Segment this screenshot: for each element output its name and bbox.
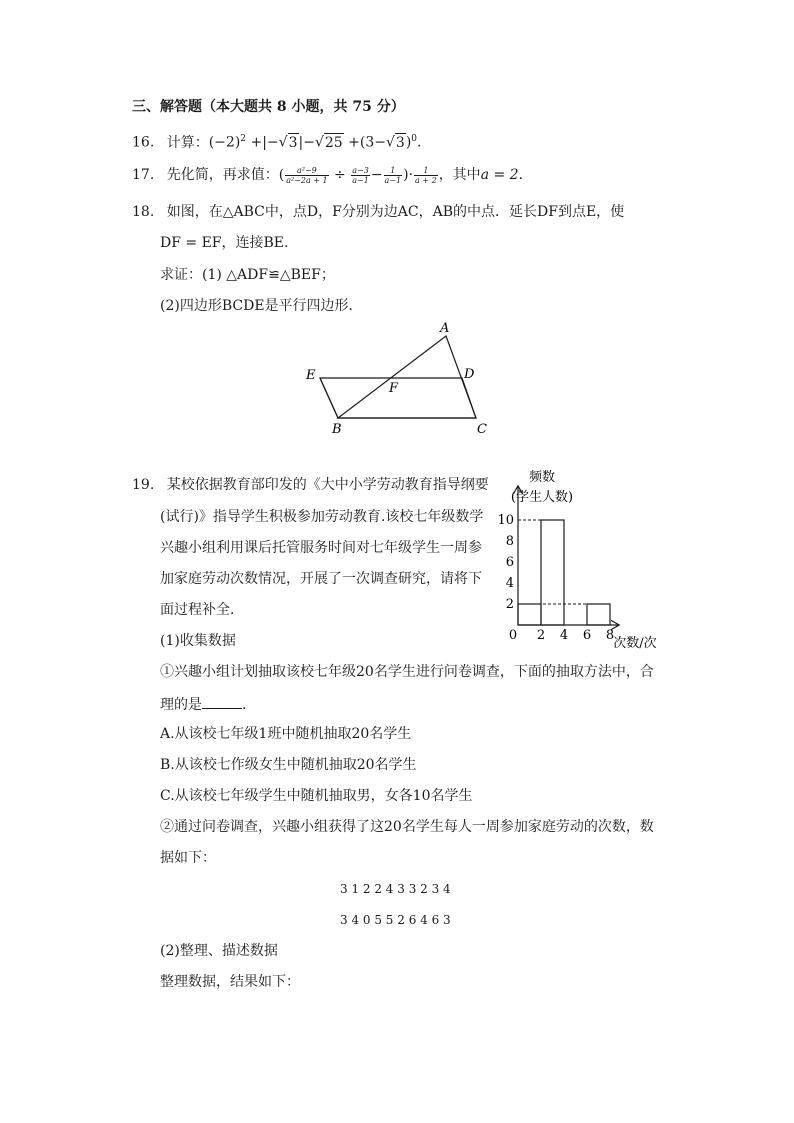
y-axis-title: 频数	[528, 470, 556, 485]
expr-part: +|−	[246, 134, 279, 151]
option-a: A.从该校七年级1班中随机抽取20名学生	[160, 726, 412, 742]
operator: −	[370, 167, 383, 183]
expr-part: .	[417, 134, 422, 151]
question-number: 18.	[132, 204, 155, 220]
expr-part: )	[405, 134, 412, 151]
condition-label: ，其中	[438, 167, 481, 183]
question-number: 17.	[132, 167, 155, 183]
organize-result: 整理数据，结果如下：	[160, 974, 300, 990]
triangle-abc	[338, 336, 476, 418]
y-axis-subtitle: (学生人数)	[510, 490, 574, 505]
expr-part: (−2)	[208, 134, 241, 151]
section-title: 三、解答题（本大题共 8 小题，共 75 分）	[132, 99, 405, 115]
section-organize: (2)整理、描述数据	[160, 943, 278, 959]
label-d: D	[464, 367, 475, 382]
x-tick-label: 8	[605, 628, 615, 643]
answer-blank[interactable]	[202, 694, 242, 709]
question-text: 如图，在△ABC中，点D，F分别为边AC，AB的中点．延长DF到点E，使	[166, 204, 625, 220]
y-tick-label: 4	[505, 576, 514, 591]
question-text: 加家庭劳动次数情况，开展了一次调查研究，请将下	[160, 571, 482, 587]
item-1: ①兴趣小组计划抽取该校七年级20名学生进行问卷调查，下面的抽取方法中，合	[160, 664, 654, 680]
x-tick-label: 0	[508, 628, 518, 643]
question-number: 16.	[132, 134, 155, 151]
question-18	[132, 203, 624, 221]
fraction: $\frac{1}{a + 2}$	[415, 165, 437, 185]
question-19	[132, 476, 489, 494]
histogram-bar	[541, 520, 564, 625]
radicand: 3	[288, 134, 298, 151]
y-tick-label: 8	[505, 534, 514, 549]
proof-part-1: 求证：(1) △ADF≌△BEF；	[160, 267, 335, 283]
expr-part: |−	[298, 134, 315, 151]
question-label: 计算：	[166, 134, 209, 151]
item-2: ②通过问卷调查，兴趣小组获得了这20名学生每人一周参加家庭劳动的次数，数	[160, 819, 654, 835]
geometry-figure	[300, 315, 500, 440]
item-text: 理的是	[160, 697, 202, 713]
x-tick-label: 6	[582, 628, 592, 643]
data-row-2: 3 4 0 5 5 2 6 4 6 3	[340, 913, 451, 927]
question-label: 先化简，再求值：(	[166, 167, 285, 183]
option-c: C.从该校七年级学生中随机抽取男，女各10名学生	[160, 788, 473, 804]
expr-part: +(3−	[343, 134, 386, 151]
x-tick-label: 4	[559, 628, 569, 643]
label-a: A	[440, 321, 450, 336]
condition: a = 2	[480, 167, 519, 183]
fraction: $\frac{\text{a²−9}}{\text{a²−2a + 1}}$	[286, 165, 328, 185]
histogram-bar	[587, 604, 610, 625]
operator: ÷	[329, 167, 351, 183]
fraction: $\frac{1}{a-1}$	[384, 165, 402, 185]
option-b: B.从该校七作级女生中随机抽取20名学生	[160, 757, 417, 773]
label-b: B	[332, 422, 342, 437]
question-16: 16. 计算：$(-2)^2 +|-√3|-√25 +(3-√3)^0$.	[132, 134, 422, 151]
y-tick-label: 2	[505, 597, 514, 612]
radicand: 3	[395, 134, 405, 151]
question-text: 面过程补全．	[160, 602, 244, 618]
fraction: $\frac{a-3}{a-1}$	[352, 165, 369, 185]
proof-part-2: (2)四边形BCDE是平行四边形．	[160, 298, 363, 314]
label-f: F	[389, 381, 399, 396]
question-text: DF = EF，连接BE．	[160, 235, 299, 251]
radicand: 25	[324, 134, 343, 151]
label-c: C	[477, 422, 487, 437]
x-tick-label: 2	[536, 628, 546, 643]
exponent: 0	[411, 134, 418, 144]
x-axis-title: 次数/次	[613, 636, 657, 651]
y-tick-label: 6	[505, 555, 514, 570]
question-text: (试行)》指导学生积极参加劳动教育.该校七年级数学	[160, 509, 484, 525]
item-2-cont: 据如下：	[160, 850, 216, 866]
question-number: 19.	[132, 477, 155, 493]
question-text: 某校依据教育部印发的《大中小学劳动教育指导纲要	[166, 477, 489, 493]
histogram-bar	[518, 604, 541, 625]
segment-be	[320, 378, 338, 418]
operator: )·	[403, 167, 414, 183]
section-collect: (1)收集数据	[160, 633, 236, 649]
exponent: 2	[240, 134, 247, 144]
data-row-1: 3 1 2 2 4 3 3 2 3 4	[340, 882, 451, 896]
label-e: E	[306, 368, 316, 383]
histogram-chart	[490, 465, 690, 655]
question-text: 兴趣小组利用课后托管服务时间对七年级学生一周参	[160, 540, 482, 556]
item-1-cont: 理的是 .	[160, 694, 246, 714]
y-tick-label: 10	[497, 513, 514, 528]
question-17: 17. 先化简，再求值：( $\frac{\text{a²−9}}{\text{a²−2a + 1}}$ ÷ $\frac{a-3}{a-1}$ − $\frac{1}{a-1}$ )· $\frac{1}{a + 2}$ ，其中a = 2.	[132, 165, 524, 185]
